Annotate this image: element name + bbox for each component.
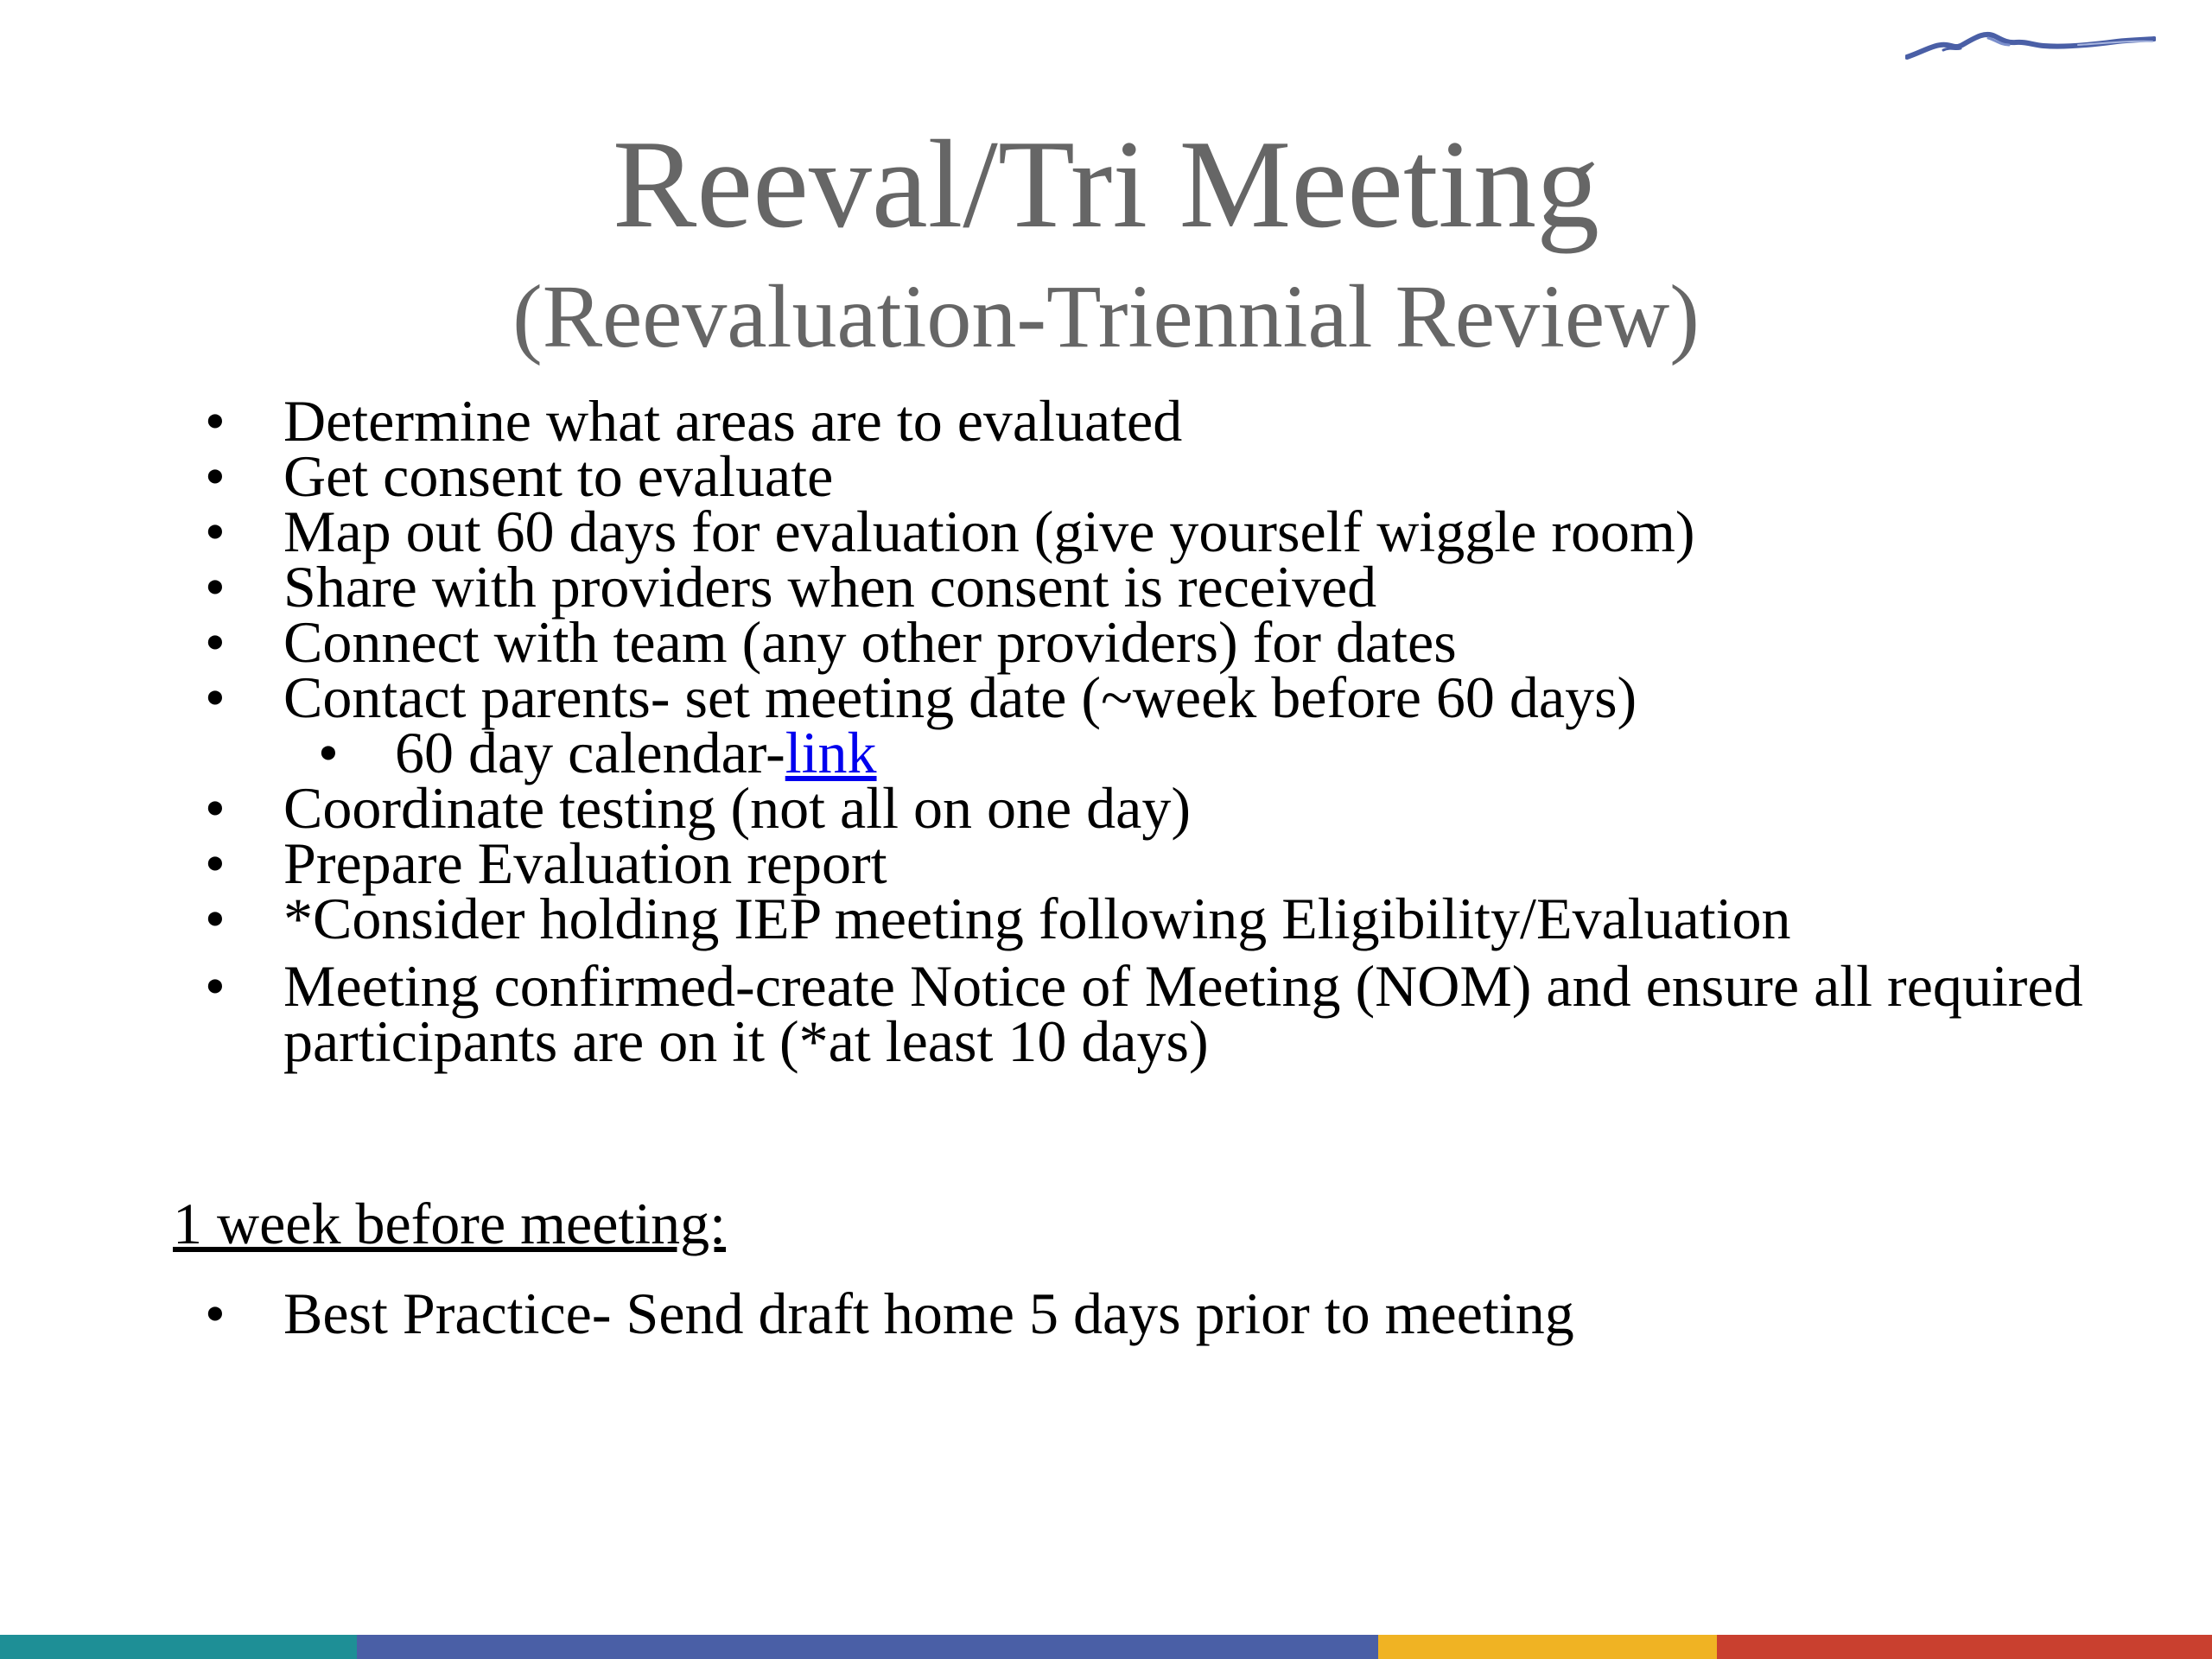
bullet-item (0, 775, 2212, 841)
bullet-text: 60 day calendar- (395, 720, 785, 785)
bullet-item (0, 664, 2212, 730)
calendar-link[interactable]: link (785, 720, 877, 785)
bullet-item (0, 443, 2212, 509)
section-bullet-list (0, 1281, 2212, 1346)
bullet-text: Prepare Evaluation report (283, 830, 887, 896)
bullet-item (0, 499, 2212, 564)
slide-subtitle: (Reevaluation-Triennial Review) (512, 267, 1700, 366)
bottom-color-bar (0, 1635, 2212, 1659)
bullet-text: Connect with team (any other providers) for dates (283, 609, 1457, 675)
bullet-item (0, 388, 2212, 454)
bullet-text: Contact parents- set meeting date (~week before 60 days) (283, 664, 1637, 730)
mountain-logo-icon (1905, 19, 2156, 71)
bar-segment-yellow (1378, 1635, 1717, 1659)
bullet-item (0, 609, 2212, 675)
bullet-item (0, 554, 2212, 620)
bullet-item (0, 1281, 2212, 1346)
bullet-text: Meeting confirmed-create Notice of Meeting (NOM) and ensure all required participants are on it (*at least 10 days) (283, 953, 2083, 1074)
bullet-text: *Consider holding IEP meeting following Eligibility/Evaluation (283, 886, 1791, 951)
section-heading: 1 week before meeting: (173, 1191, 727, 1256)
sub-bullet-item (0, 720, 2212, 785)
main-bullet-list (0, 388, 2212, 1074)
bullet-item (0, 953, 2212, 1074)
bar-segment-teal (0, 1635, 357, 1659)
bullet-text: Share with providers when consent is received (283, 554, 1377, 620)
bullet-item (0, 886, 2212, 951)
bullet-text: Coordinate testing (not all on one day) (283, 775, 1191, 841)
bullet-text: Determine what areas are to evaluated (283, 388, 1183, 454)
slide-title: Reeval/Tri Meeting (612, 114, 1600, 254)
bullet-text: Get consent to evaluate (283, 443, 834, 509)
bar-segment-red (1717, 1635, 2212, 1659)
bar-segment-blue (357, 1635, 1378, 1659)
bullet-text: Map out 60 days for evaluation (give yourself wiggle room) (283, 499, 1695, 564)
bullet-item (0, 830, 2212, 896)
bullet-text: Best Practice- Send draft home 5 days prior to meeting (283, 1281, 1574, 1346)
